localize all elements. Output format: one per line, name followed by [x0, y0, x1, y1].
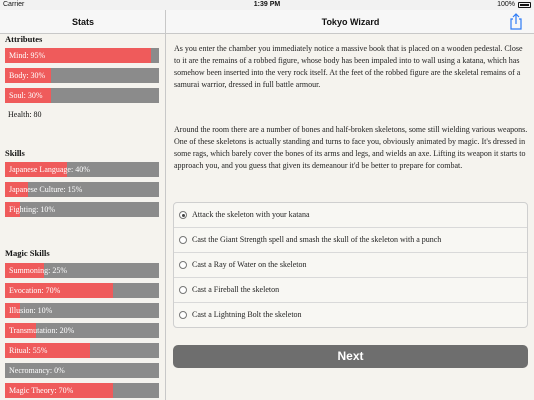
stat-bar-label: Japanese Language: 40%: [9, 165, 90, 174]
stat-bar: [5, 263, 159, 278]
attributes-heading: Attributes: [5, 34, 43, 44]
status-time: 1:39 PM: [253, 1, 281, 8]
choice-option[interactable]: [174, 303, 528, 328]
stat-bar: [5, 323, 159, 338]
stat-bar-label: Fighting: 10%: [9, 205, 56, 214]
stats-sidebar[interactable]: [0, 34, 166, 400]
next-button[interactable]: Next: [173, 345, 528, 368]
battery-icon: [518, 2, 531, 8]
skills-heading: Skills: [5, 148, 25, 158]
share-button[interactable]: [508, 13, 524, 30]
stat-bar-label: Summoning: 25%: [9, 266, 68, 275]
stat-bar-label: Japanese Culture: 15%: [9, 185, 83, 194]
navigation-bar: [0, 10, 534, 34]
stat-bar: [5, 383, 159, 398]
stat-bar: [5, 88, 159, 103]
page-title: Tokyo Wizard: [321, 17, 380, 27]
story-paragraph-1: As you enter the chamber you immediately notice a massive book that is placed on a wooden pedestal. Close to it are the remains of a robbed figure, whose body has been impaled into to wall using a katana, which has somehow been inserted into the very rock itself. At the feet of the robbed figure are the skeletal remains of a samurai warrior, dressed in full battle armour.: [174, 44, 523, 89]
stat-bar: [5, 162, 159, 177]
story-panel: [167, 34, 534, 400]
stat-bar-label: Evocation: 70%: [9, 286, 61, 295]
choice-text: Attack the skeleton with your katana: [192, 210, 310, 219]
choice-option[interactable]: [174, 278, 528, 303]
stat-bar: [5, 283, 159, 298]
stat-bar: [5, 343, 159, 358]
stat-bar-label: Soul: 30%: [9, 91, 43, 100]
choice-text: Cast a Fireball the skeleton: [192, 285, 280, 294]
choice-option[interactable]: [174, 228, 528, 253]
choice-text: Cast the Giant Strength spell and smash the skull of the skeleton with a punch: [192, 235, 442, 244]
stat-bar: [5, 202, 159, 217]
stat-bar: [5, 363, 159, 378]
choice-option[interactable]: [174, 253, 528, 278]
radio-button[interactable]: [179, 311, 187, 319]
stats-title: Stats: [71, 17, 94, 27]
carrier-label: Carrier: [3, 1, 25, 8]
stat-bar-label: Body: 30%: [9, 71, 46, 80]
battery-percent: 100%: [497, 1, 515, 8]
health-label: Health: 80: [8, 110, 42, 119]
stat-bar-label: Magic Theory: 70%: [9, 386, 74, 395]
choice-list: [173, 202, 528, 328]
stat-bar-label: Illusion: 10%: [9, 306, 53, 315]
stat-bar-label: Ritual: 55%: [9, 346, 48, 355]
radio-button[interactable]: [179, 211, 187, 219]
stat-bar-label: Mind: 95%: [9, 51, 46, 60]
choice-text: Cast a Ray of Water on the skeleton: [192, 260, 307, 269]
status-bar: [0, 0, 534, 10]
stat-bar: [5, 48, 159, 63]
stat-bar: [5, 182, 159, 197]
stats-header: [0, 10, 166, 33]
stat-bar-label: Necromancy: 0%: [9, 366, 65, 375]
choice-option[interactable]: [174, 203, 528, 228]
radio-button[interactable]: [179, 286, 187, 294]
stat-bar: [5, 303, 159, 318]
share-icon: [508, 13, 524, 30]
stat-bar: [5, 68, 159, 83]
radio-button[interactable]: [179, 236, 187, 244]
magic-skills-heading: Magic Skills: [5, 248, 50, 258]
radio-button[interactable]: [179, 261, 187, 269]
choice-text: Cast a Lightning Bolt the skeleton: [192, 310, 302, 319]
story-paragraph-2: Around the room there are a number of bones and half-broken skeletons, some still wielding various weapons. One of these skeletons is actually standing and turns to face you, obviously animated by magic. It's dressed in some rags, which barely cover the bones of its arms and legs, and wields an axe. Lifting its weapon it starts to approach you, and you guess that given its demeanour it'd be better to prepare for combat.: [174, 125, 528, 170]
stat-bar-label: Transmutation: 20%: [9, 326, 75, 335]
